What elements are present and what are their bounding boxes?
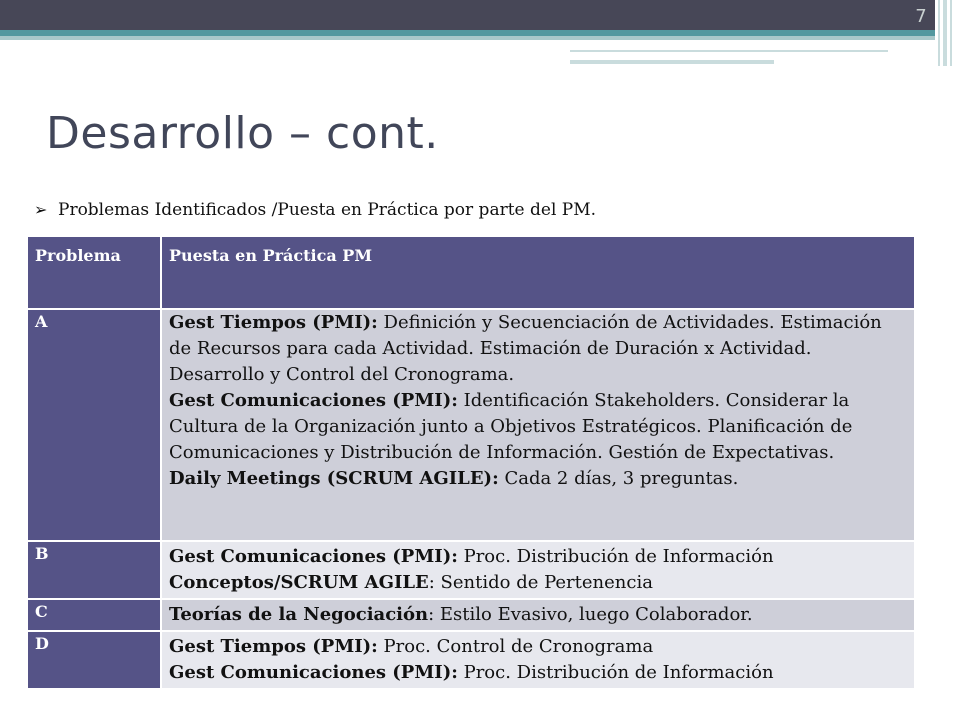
line-text: Cada 2 días, 3 preguntas.: [498, 468, 739, 489]
line-text: Proc. Control de Cronograma: [377, 636, 654, 657]
decor-rule: [570, 50, 888, 52]
decor-vertical-line: [938, 0, 940, 66]
accent-stripe-light: [0, 36, 935, 40]
line-text: : Sentido de Pertenencia: [428, 572, 653, 593]
slide-title: Desarrollo – cont.: [46, 108, 439, 159]
table-header-row: [27, 236, 915, 309]
table-row: [27, 599, 915, 631]
row-key: C: [27, 599, 161, 631]
bold-label: Gest Tiempos (PMI):: [169, 636, 378, 657]
row-content: [161, 599, 915, 631]
header-puesta-en-practica: Puesta en Práctica PM: [161, 236, 915, 309]
table-row: [27, 541, 915, 599]
line-text: Proc. Distribución de Información: [457, 546, 774, 567]
decor-vertical-line: [950, 0, 952, 66]
row-key: D: [27, 631, 161, 689]
bold-label: Gest Comunicaciones (PMI):: [169, 390, 458, 411]
table-row: [27, 309, 915, 541]
row-content: [161, 309, 915, 541]
bold-label: Teorías de la Negociación: [169, 604, 429, 625]
header-problema: Problema: [27, 236, 161, 309]
slide-number: 7: [915, 6, 927, 27]
row-content: [161, 631, 915, 689]
arrowhead-bullet-icon: ➢: [34, 200, 48, 219]
bold-label: Gest Comunicaciones (PMI):: [169, 546, 458, 567]
line-text: Definición y Secuenciación de Actividades. Estimación de Recursos para cada Actividad. Estimación de Duración x Actividad. Desarrollo y Control del Cronograma.: [169, 312, 882, 385]
row-key: A: [27, 309, 161, 541]
bold-label: Gest Comunicaciones (PMI):: [169, 662, 458, 683]
row-key: B: [27, 541, 161, 599]
table-row: [27, 631, 915, 689]
line-text: Proc. Distribución de Información: [457, 662, 774, 683]
bold-label: Conceptos/SCRUM AGILE: [169, 572, 429, 593]
decor-vertical-line: [943, 0, 947, 66]
bullet-text: Problemas Identificados /Puesta en Práctica por parte del PM.: [58, 200, 597, 220]
row-content: [161, 541, 915, 599]
bold-label: Daily Meetings (SCRUM AGILE):: [169, 468, 499, 489]
bullet-line: [34, 200, 596, 220]
top-bar: [0, 0, 935, 30]
decor-rule: [570, 60, 774, 64]
line-text: : Estilo Evasivo, luego Colaborador.: [428, 604, 753, 625]
line-text: Identificación Stakeholders. Considerar la Cultura de la Organización junto a Objetivos Estratégicos. Planificación de Comunicaciones y Distribución de Información. Gestión de Expectativas.: [169, 390, 853, 463]
problems-table: [26, 235, 916, 690]
bold-label: Gest Tiempos (PMI):: [169, 312, 378, 333]
